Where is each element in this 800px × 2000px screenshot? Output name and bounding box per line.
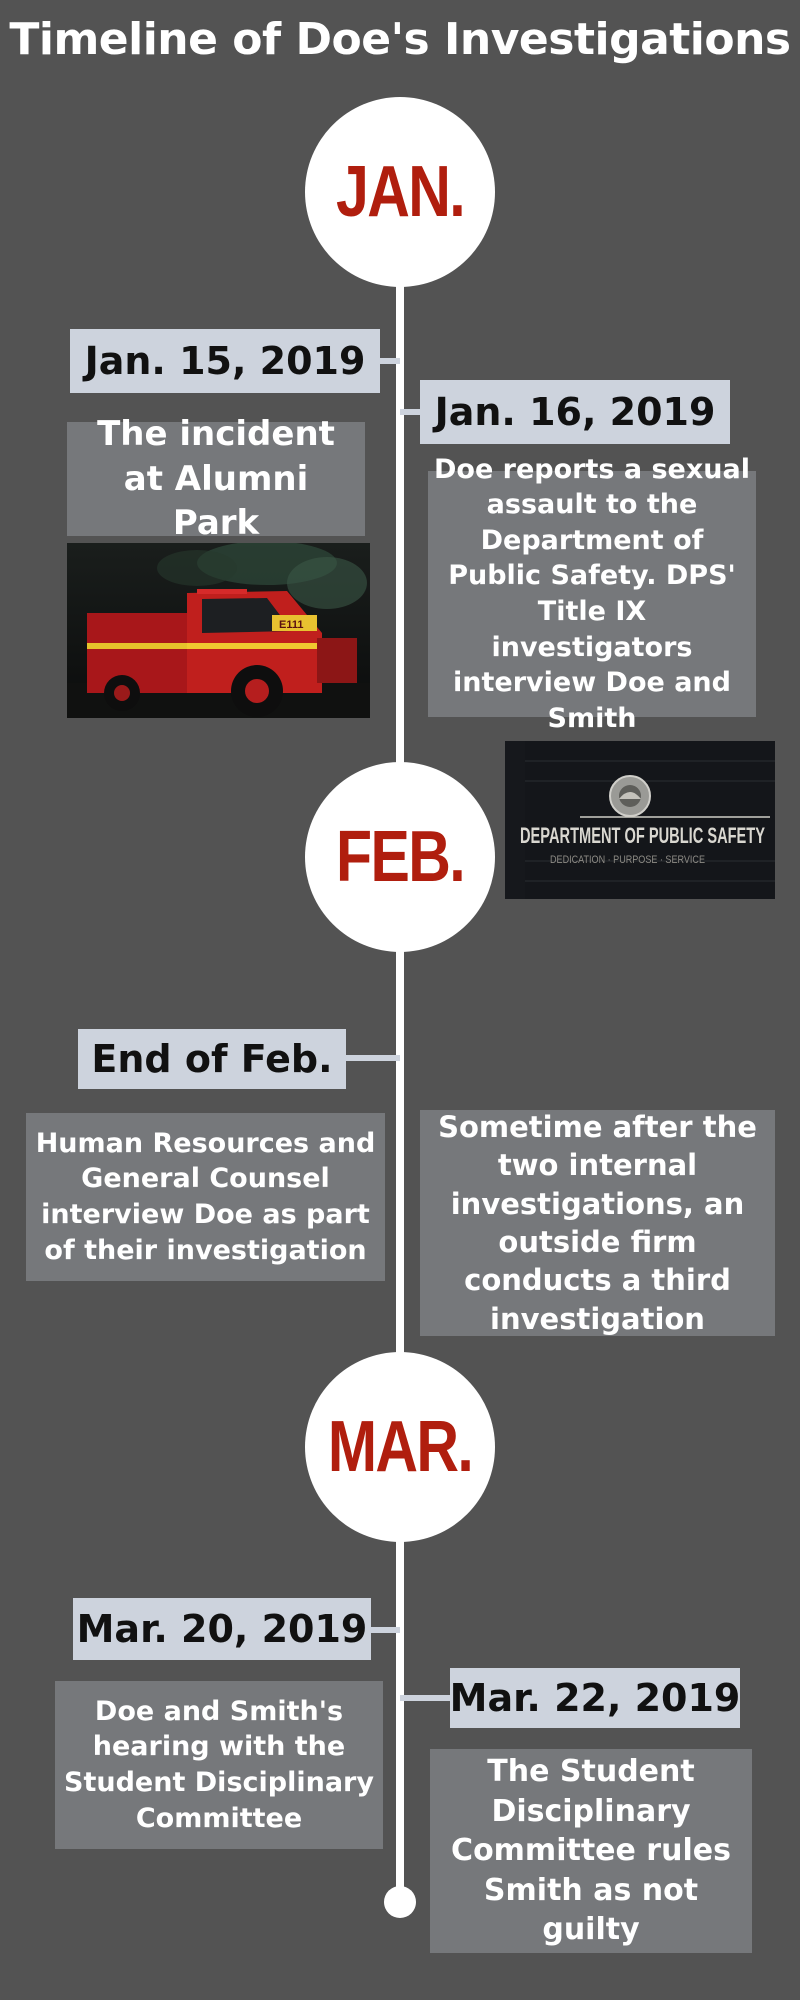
timeline-end-dot (384, 1886, 416, 1918)
month-circle-jan (305, 97, 495, 287)
event-text-mar20: Doe and Smith's hearing with the Student Disciplinary Committee (55, 1681, 383, 1849)
month-label-jan: JAN. (336, 152, 464, 232)
date-jan16: Jan. 16, 2019 (420, 380, 730, 444)
connector-mar20 (368, 1627, 400, 1633)
event-text-jan15: The incident at Alumni Park (67, 422, 365, 536)
month-circle-mar (305, 1352, 495, 1542)
dps-sign-text: DEPARTMENT OF PUBLIC SAFETY (520, 823, 766, 848)
event-text-outside-firm: Sometime after the two internal investigations, an outside firm conducts a third investigation (420, 1110, 775, 1336)
dps-sign-motto: DEDICATION · PURPOSE · SERVICE (550, 854, 705, 866)
date-jan15: Jan. 15, 2019 (70, 329, 380, 393)
date-mar22: Mar. 22, 2019 (450, 1668, 740, 1728)
month-circle-feb (305, 762, 495, 952)
month-label-mar: MAR. (327, 1407, 473, 1487)
date-mar20: Mar. 20, 2019 (73, 1598, 371, 1660)
event-text-end-feb: Human Resources and General Counsel interview Doe as part of their investigation (26, 1113, 385, 1281)
truck-unit-label: E111 (279, 619, 304, 631)
fire-truck-photo (67, 543, 370, 718)
month-label-feb: FEB. (336, 817, 464, 897)
event-text-jan16: Doe reports a sexual assault to the Department of Public Safety. DPS' Title IX investigators interview Doe and Smith (428, 471, 756, 717)
dps-sign-photo (505, 741, 775, 899)
page-title: Timeline of Doe's Investigations (9, 14, 791, 65)
connector-jan16 (400, 409, 422, 415)
connector-mar22 (400, 1695, 450, 1701)
connector-end-feb (344, 1055, 400, 1061)
date-end-feb: End of Feb. (78, 1029, 346, 1089)
event-text-mar22: The Student Disciplinary Committee rules Smith as not guilty (430, 1749, 752, 1953)
timeline-spine (396, 280, 404, 1900)
